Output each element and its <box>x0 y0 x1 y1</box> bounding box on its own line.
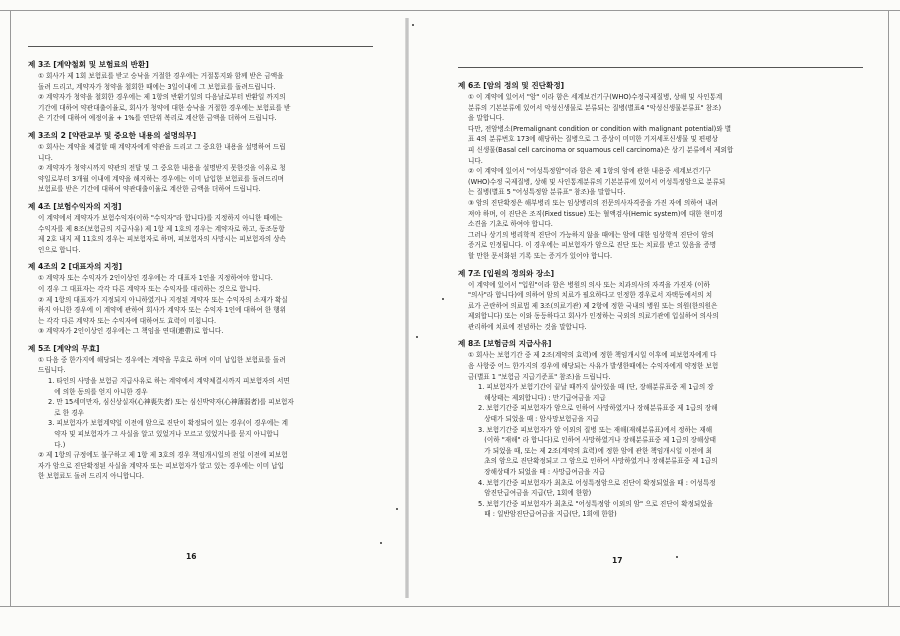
article-line: 제외합니다) 또는 이와 동등하다고 회사가 인정하는 국외의 의료기관에 입실하여 의사의 <box>468 312 719 321</box>
article-title: 제 8조 [보험금의 지급사유] <box>458 339 552 349</box>
article-line: 이 경우 그 대표자는 각각 다른 계약자 또는 수익자를 대리하는 것으로 합니다. <box>38 284 261 293</box>
right-page <box>458 67 868 526</box>
article-line: 인으로 합니다. <box>38 245 81 254</box>
article-line: 소견을 기초로 하여야 합니다. <box>468 220 553 229</box>
scan-speck <box>416 336 418 338</box>
article-line: 드립니다. <box>38 366 66 375</box>
article-line: 은 기간에 대하여 예정이율 + 1%를 연단위 복리로 계산한 금액을 더하여 드립니다. <box>38 114 277 123</box>
article-line: 료가 곤란하여 의료법 제 3조(의료기관) 제 2항에 정한 국내의 병원 또는 의원(한의원은 <box>468 301 718 310</box>
article <box>28 261 378 337</box>
article <box>458 80 868 262</box>
scan-speck <box>396 508 398 510</box>
article <box>28 59 378 124</box>
article-title: 제 5조 [계약의 무효] <box>28 343 100 353</box>
article <box>458 338 868 520</box>
article-line: 니다. <box>468 156 483 165</box>
article-line: 는 질병(별표 5 "어성특정암 분류표" 참조)을 말합니다. <box>468 188 626 197</box>
article-line: ③ 암의 진단확정은 해부병리 또는 임상병리의 전문의사자격증을 가진 자에 의하여 내려 <box>468 198 718 207</box>
article-line: 자가 암으로 진단확정된 사실을 계약자 또는 피보험자가 알고 있는 경우에는 이미 납입 <box>38 461 284 470</box>
article-line: 증거로 인정됩니다. 이 경우에는 피보험자가 암으로 진단 또는 치료를 받고 있음을 증명 <box>468 241 717 250</box>
article-line: ① 회사가 제 1회 보험료를 받고 승낙을 거절한 경우에는 거절통지와 함께 받은 금액을 <box>38 72 284 80</box>
sub-item-line: 때 : 일반암진단급여금을 지급(단, 1회에 한함) <box>478 510 617 519</box>
article-line: 보험료를 받은 기간에 대하여 약관대출이율로 계산한 금액을 더하여 드립니다. <box>38 185 261 194</box>
article-line: ③ 계약자가 2인이상인 경우에는 그 책임을 연대(連帶)로 합니다. <box>38 327 224 336</box>
article-title: 제 3조 [계약철회 및 보험료의 반환] <box>28 60 149 69</box>
article-line: 표 4의 분류번호 173에 해당하는 질병으로 그 증상이 미미한 기저세포신생물 및 편평상 <box>468 135 719 144</box>
sub-item-line: 해상태는 제외합니다) : 만기급여금을 지급 <box>478 393 606 402</box>
article-line: 니다. <box>38 153 53 162</box>
article-title: 제 7조 [입원의 정의와 장소] <box>458 268 555 278</box>
article-line: 제 2호 내지 제 11호의 경우는 피보험자로 하며, 피보험자의 사망시는 피보험자의 상속 <box>38 235 286 244</box>
sub-item-line: 에 의한 동의를 얻지 아니한 경우 <box>48 387 148 396</box>
sub-item-line: 3. 보험기간중 피보험자가 암 이외의 질병 또는 재해(재해분류표)에서 정하는 재해 <box>478 425 713 434</box>
article-line: 이 계약에 있어서 "입원"이라 함은 병원의 의사 또는 치과의사의 자격을 가진자 (이하 <box>468 280 710 289</box>
article-line: 금(별표 1 "보험금 지급기준표" 참조)을 드립니다. <box>468 372 611 381</box>
article-line: 음 사항중 어느 한가지의 경우에 해당되는 사유가 발생한때에는 수익자에게 약정한 보험 <box>468 362 719 371</box>
article-line: 수익자를 제 8조(보험금의 지급사유) 제 1항 제 1호의 경우는 계약자로 하고, 동조동항 <box>38 224 285 233</box>
article-line: ① 계약자 또는 수익자가 2인이상인 경우에는 각 대표자 1인을 지정하여야 합니다. <box>38 274 273 283</box>
article-line: 한 보험료도 돌려 드리지 아니합니다. <box>38 472 145 481</box>
scan-border-top <box>0 10 900 11</box>
article-line: ② 제 1항의 규정에도 불구하고 제 1항 제 3호의 경우 책임개시일의 전일 이전에 피보험 <box>38 451 288 460</box>
left-articles <box>28 59 378 482</box>
page-number-right: 17 <box>612 556 623 565</box>
sub-item-line: 약자 및 피보험자가 그 사실을 알고 있었거나 모르고 있었거나를 묻지 아니합니 <box>48 430 280 439</box>
sub-item-line: 1. 피보험자가 보험기간이 끝날 때까지 살아있을 때 (단, 장해분류표중 제 1급의 장 <box>478 383 714 392</box>
article-line: ② 계약자가 청약시까지 약관의 전달 및 그 중요한 내용을 설명받지 못한것을 이유로 청 <box>38 164 286 173</box>
article-line: ② 제 1항의 대표자가 지정되지 아니하였거나 지정된 계약자 또는 수익자의 소재가 확실 <box>38 295 288 304</box>
header-rule <box>458 67 863 68</box>
article-line: 돌려 드리고, 계약자가 청약을 철회한 때에는 3일이내에 그 보험료를 돌려드립니다. <box>38 82 276 91</box>
article-line: 기간에 대하여 약관대출이율로, 회사가 청약에 대한 승낙을 거절한 경우에는 보험료를 받 <box>38 103 291 112</box>
article-line: 관리하에 치료에 전념하는 것을 말합니다. <box>468 322 587 331</box>
article-line: 피 신생물(Basal cell carcinoma or squamous cell carcinoma)은 상기 분류에서 제외합 <box>468 145 734 154</box>
sub-item-line: 장해상태가 되었을 때 : 사망급여금을 지급 <box>478 468 606 476</box>
scan-speck <box>442 298 444 300</box>
article-title: 제 6조 [암의 정의 및 진단확정] <box>458 81 565 90</box>
sub-item-line: 로 한 경우 <box>48 408 84 417</box>
sub-item-line: (이하 "재해" 라 합니다)로 인하여 사망하였거나 장해분류표중 제 1급의 장해상태 <box>478 436 717 445</box>
article-line: 하지 아니한 경우에 이 계약에 관하여 회사가 계약자 또는 수익자 1인에 대하여 한 행위 <box>38 306 287 315</box>
sub-item-line: 초의 암으로 진단확정되고 그 암으로 인하여 사망하였거나 장해분류표중 제 1급의 <box>478 457 718 466</box>
article-line: 분류의 기본분류에 있어서 악성신생물로 분류되는 질병(별표4 "악성신생물분류표" 참조) <box>468 103 722 112</box>
scan-speck <box>380 542 382 544</box>
article-title: 제 3조의 2 [약관교부 및 중요한 내용의 설명의무] <box>28 130 197 140</box>
article-line: 는 각각 다른 계약자 또는 수익자에 대하여도 효력이 미칩니다. <box>38 316 217 325</box>
header-rule <box>28 46 373 47</box>
scan-border-left <box>10 10 11 607</box>
page-number-left: 16 <box>186 552 197 561</box>
sub-item-line: 암진단급여금을 지급(단, 1회에 한함) <box>478 489 592 498</box>
sub-item-line: 가 되었을 때, 또는 제 2조(계약의 효력)에 정한 암에 관한 책임개시일 이전에 최 <box>478 446 712 455</box>
sub-item-line: 다.) <box>48 440 66 449</box>
scan-border-right <box>888 10 889 607</box>
article-line: 약일로부터 3개월 이내에 계약을 해지하는 경우에는 이미 납입한 보험료를 돌려드리며 <box>38 174 284 183</box>
sub-item-line: 5. 보험기간중 피보험자가 최초로 "어성특정암 이외의 암" 으로 진단이 확정되었을 <box>478 499 714 508</box>
article-title: 제 4조 [보험수익자의 지정] <box>28 201 122 211</box>
article-title: 제 4조의 2 [대표자의 지정] <box>28 262 123 272</box>
article-line: ① 회사는 보험기간 중 제 2조(계약의 효력)에 정한 책임개시일 이후에 피보험자에게 다 <box>468 351 717 360</box>
sub-item-line: 1. 타인의 사망을 보험금 지급사유로 하는 계약에서 계약체결시까지 피보험자의 서면 <box>48 377 290 386</box>
sub-item-line: 상태가 되었을 때 : 암사망보험금을 지급 <box>478 415 599 424</box>
scan-speck <box>412 24 414 26</box>
sub-item-line: 2. 보험기간중 피보험자가 암으로 인하여 사망하였거나 장해분류표중 제 1급의 장해 <box>478 404 718 413</box>
article-line: "의사"라 합니다)에 의하여 암의 치료가 필요하다고 인정한 경우로서 자택등에서의 치 <box>468 291 713 300</box>
article-line: 이 계약에서 계약자가 보험수익자(이하 "수익자"라 합니다)를 지정하지 아니한 때에는 <box>38 213 283 222</box>
article-line: ① 다음 중 한가지에 해당되는 경우에는 계약을 무효로 하며 이미 납입한 보험료를 돌려 <box>38 355 286 364</box>
article-line: ② 계약자가 청약을 철회한 경우에는 제 1항의 반환기일의 다음날로부터 반환일 까지의 <box>38 93 286 102</box>
article-line: 할 만한 문서화된 기록 또는 증거가 있어야 합니다. <box>468 251 613 260</box>
article <box>28 201 378 255</box>
article-line: ① 이 계약에 있어서 "암" 이라 함은 세계보건기구(WHO)수정국제질병, 상해 및 사인통계 <box>468 93 723 101</box>
left-page <box>28 46 378 488</box>
article-line: 그러나 상기의 병리학적 진단이 가능하지 않을 때에는 암에 대한 임상학적 진단이 암의 <box>468 230 714 239</box>
article-line: 져야 하며, 이 진단은 조직(Fixed tissue) 또는 혈액검사(Hemic system)에 대한 현미경 <box>468 209 723 218</box>
book-gutter <box>405 18 409 598</box>
article <box>458 268 868 333</box>
sub-item-line: 3. 피보험자가 보험계약일 이전에 암으로 진단이 확정되어 있는 경우(이 경우에는 계 <box>48 419 289 428</box>
sub-item-line: 4. 보험기간중 피보험자가 최초로 어성특정암으로 진단이 확정되었을 때 : 어성특정 <box>478 478 716 487</box>
article <box>28 343 378 482</box>
article-line: 을 말합니다. <box>468 114 505 123</box>
article <box>28 130 378 195</box>
scan-border-bottom <box>0 606 900 607</box>
right-articles <box>458 80 868 520</box>
article-line: ① 회사는 계약을 체결할 때 계약자에게 약관을 드리고 그 중요한 내용을 설명하여 드립 <box>38 142 286 151</box>
sub-item-line: 2. 만 15세미만자, 심신상실자(心神喪失者) 또는 심신박약자(心神薄弱者)를 피보험자 <box>48 398 294 407</box>
article-line: ② 이 계약에 있어서 "어성특정암"이라 함은 제 1항의 암에 관한 내용중 세계보건기구 <box>468 167 712 176</box>
article-line: 다만, 전암병소(Premalignant condition or condition with malignant potential)와 별 <box>468 124 732 133</box>
scan-speck <box>676 556 678 558</box>
article-line: (WHO)수정 국제질병, 상해 및 사인통계분류의 기본분류에 있어서 어성특정암으로 분류되 <box>468 177 726 186</box>
